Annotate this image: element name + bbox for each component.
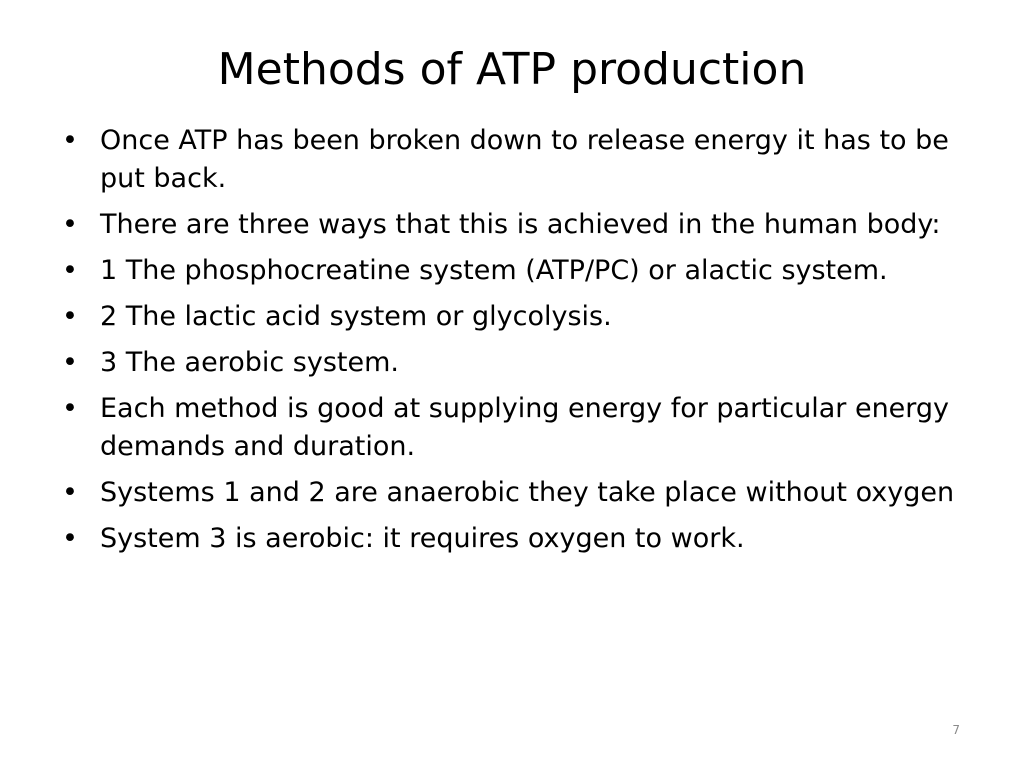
bullet-item	[62, 206, 982, 244]
bullet-text: Each method is good at supplying energy for particular energy demands and duration.	[100, 393, 950, 462]
bullet-item	[62, 122, 982, 198]
page-number: 7	[952, 723, 960, 737]
bullet-icon: •	[62, 209, 78, 240]
bullet-icon: •	[62, 393, 78, 424]
bullet-item	[62, 390, 982, 466]
bullet-item	[62, 298, 982, 336]
bullet-icon: •	[62, 125, 78, 156]
bullet-text: Once ATP has been broken down to release energy it has to be put back.	[100, 125, 949, 194]
bullet-item	[62, 474, 982, 512]
bullet-item	[62, 344, 982, 382]
bullet-icon: •	[62, 301, 78, 332]
bullet-item	[62, 520, 982, 558]
bullet-text: Systems 1 and 2 are anaerobic they take place without oxygen	[100, 477, 955, 508]
bullet-text: System 3 is aerobic: it requires oxygen to work.	[100, 523, 745, 554]
bullet-text: 3 The aerobic system.	[100, 347, 400, 378]
bullet-icon: •	[62, 523, 78, 554]
bullet-text: 2 The lactic acid system or glycolysis.	[100, 301, 612, 332]
bullet-icon: •	[62, 255, 78, 286]
bullet-icon: •	[62, 347, 78, 378]
bullet-list	[62, 122, 982, 566]
slide-title: Methods of ATP production	[217, 44, 807, 95]
bullet-item	[62, 252, 982, 290]
bullet-text: There are three ways that this is achieved in the human body:	[100, 209, 941, 240]
bullet-icon: •	[62, 477, 78, 508]
bullet-text: 1 The phosphocreatine system (ATP/PC) or alactic system.	[100, 255, 888, 286]
